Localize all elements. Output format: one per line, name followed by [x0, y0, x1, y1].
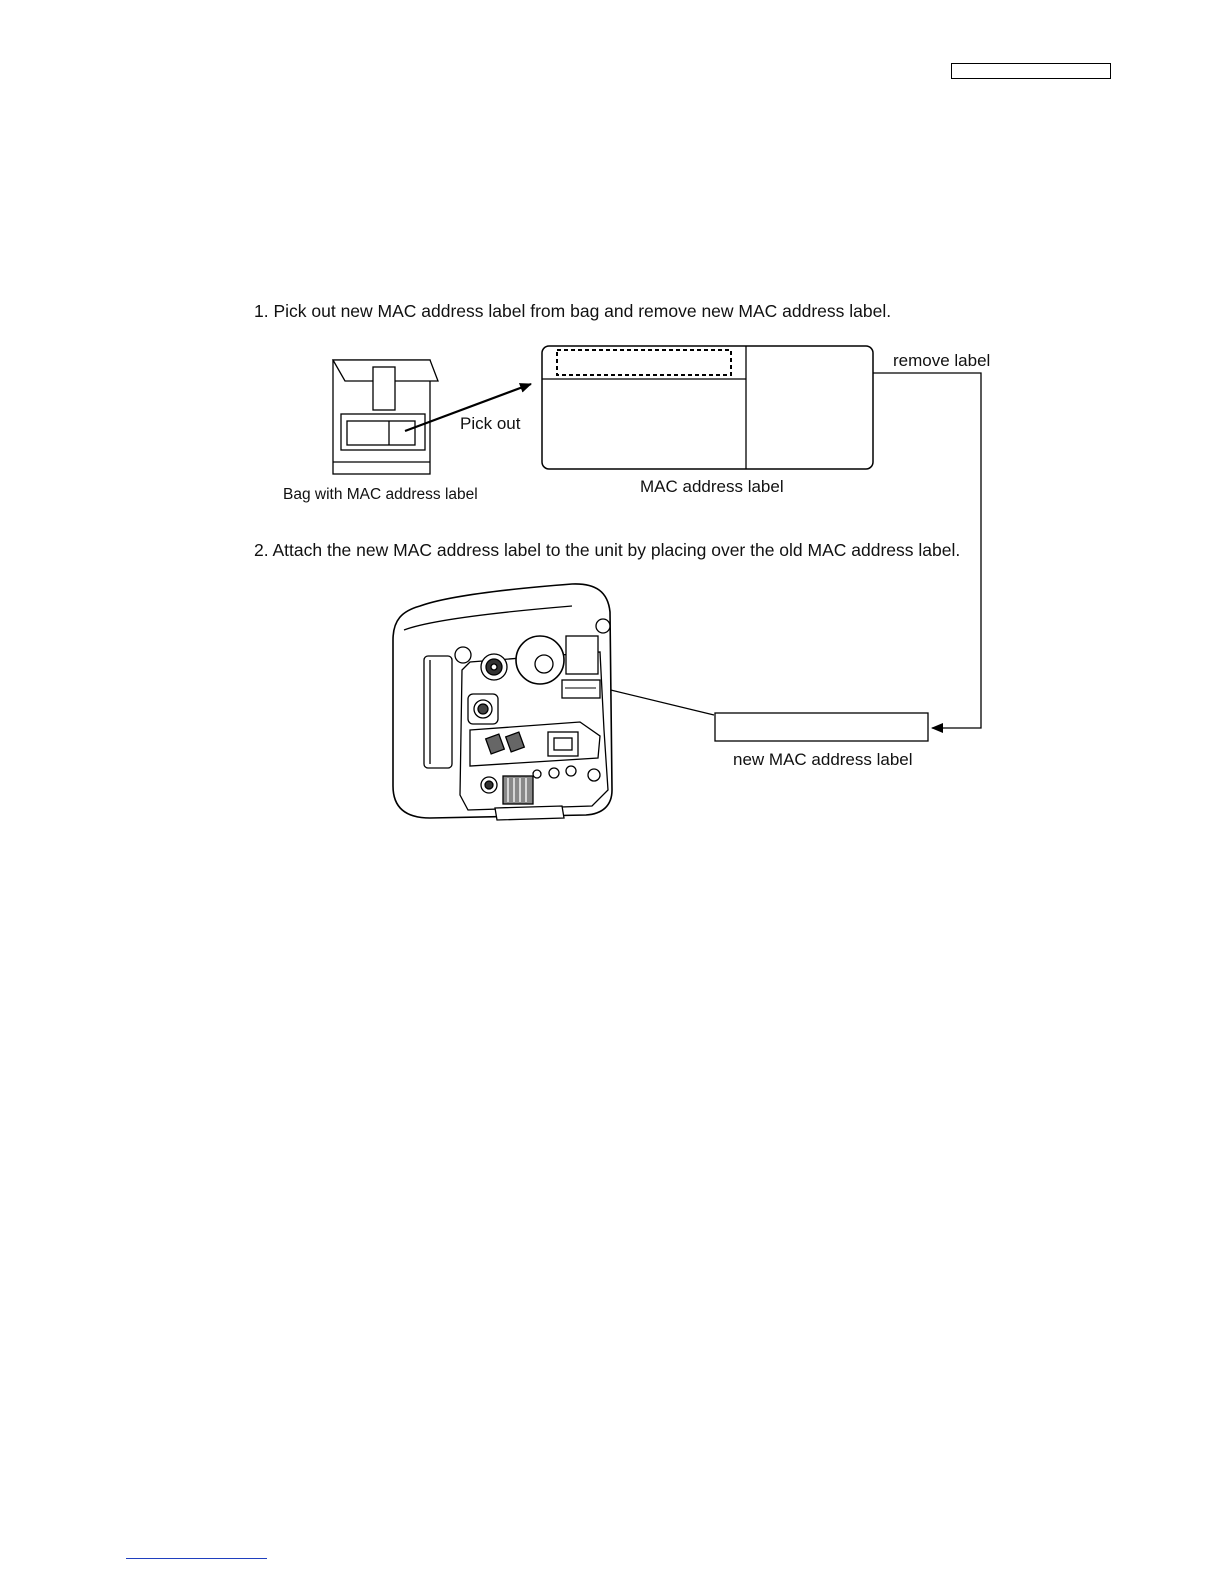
pick-out-label: Pick out: [460, 414, 521, 433]
new-mac-label-caption: new MAC address label: [733, 750, 913, 769]
step-1-instruction: 1. Pick out new MAC address label from bag and remove new MAC address label.: [254, 301, 892, 321]
footer-link[interactable]: [126, 1558, 267, 1559]
bag-icon: [333, 360, 438, 474]
bag-caption: Bag with MAC address label: [283, 486, 478, 503]
camera-unit-icon: [393, 584, 612, 820]
remove-label-caption: remove label: [893, 351, 991, 370]
step-2-instruction: 2. Attach the new MAC address label to the unit by placing over the old MAC address label.: [254, 540, 961, 560]
mac-address-label-caption: MAC address label: [640, 477, 784, 496]
remove-label-connector: [873, 373, 981, 728]
mac-address-label-sheet: [542, 346, 873, 469]
new-mac-address-label: [715, 713, 928, 741]
